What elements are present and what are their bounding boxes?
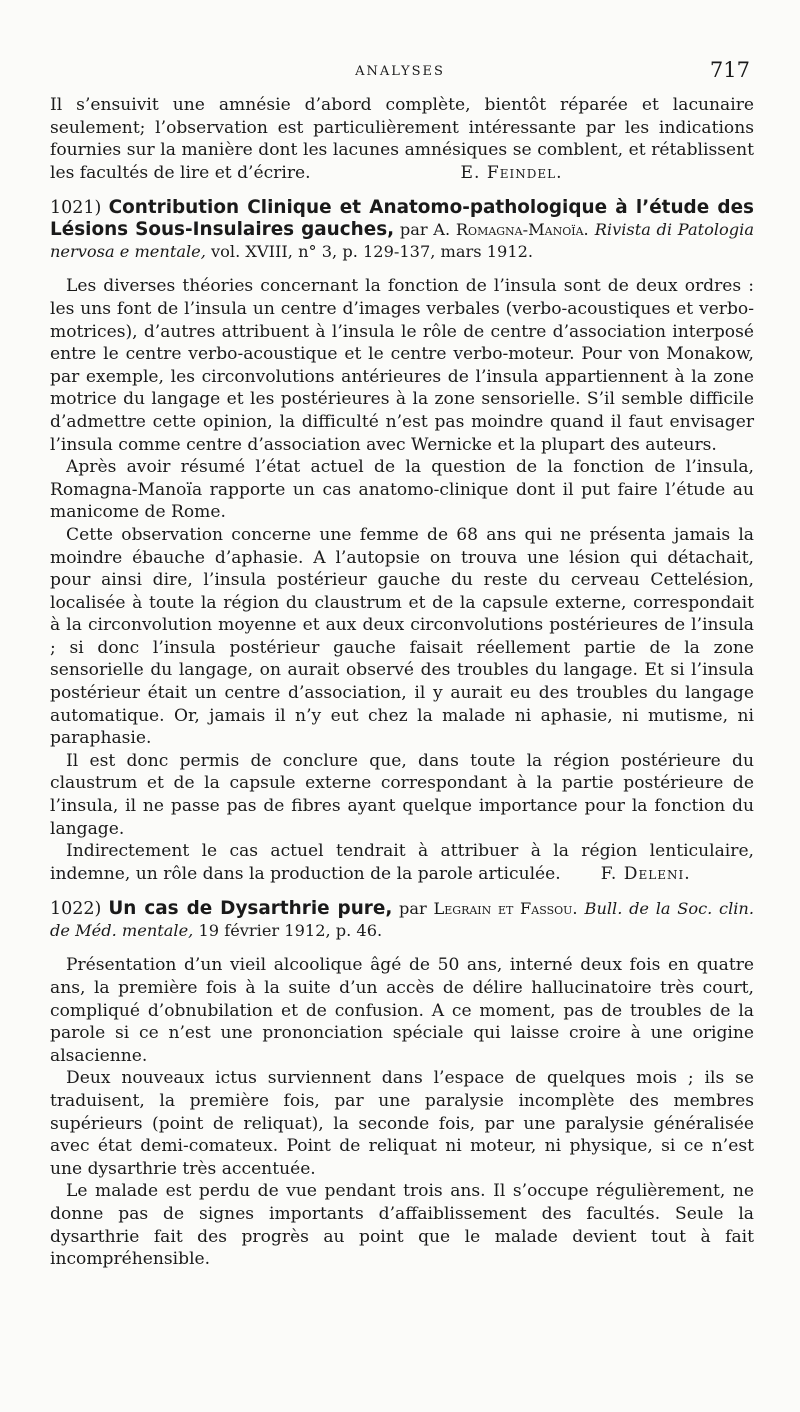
entry-1021-paragraph: Les diverses théories concernant la fonction de l’insula sont de deux ordres : les uns font de l’insula un centre d’images verbales (verbo-acoustiques et verbo-motrices), d’autres attribuent à l’insula le rôle de centre d’association interposé entre le centre verbo-acoustique et le centre verbo-moteur. Pour von Monakow, par exemple, les circonvolutions antérieures de l’insula appartiennent à la zone motrice du langage et les postérieures à la zone sensorielle. S’il semble difficile d’admettre cette opinion, la difficulté n’est pas moindre quand il faut envisager l’insula comme centre d’association avec Wernicke et la plupart des auteurs.	[50, 276, 754, 455]
entry-1021-details: vol. XVIII, n° 3, p. 129-137, mars 1912.	[205, 242, 534, 262]
page-body	[50, 94, 754, 1271]
intro-signature: E. Feindel.	[460, 162, 563, 183]
entry-1021-title: Contribution Clinique et Anatomo-pathologique à l’étude des Lésions Sous-Insulaires gauches,	[50, 197, 754, 241]
entry-1021-journal: Rivista di Patologia nervosa e mentale,	[50, 220, 754, 262]
entry-1021-author: Romagna-Manoïa.	[455, 220, 589, 240]
entry-1022-journal: Bull. de la Soc. clin. de Méd. mentale,	[50, 899, 754, 941]
page-number: 717	[709, 58, 750, 82]
entry-1021-by: par A.	[394, 220, 456, 240]
entry-1022	[50, 898, 754, 1270]
intro-paragraph: Il s’ensuivit une amnésie d’abord complète, bientôt réparée et lacunaire seulement; l’observation est particulièrement intéressante par les indications fournies sur la manière dont les lacunes amnésiques se comblent, et rétablissent les facultés de lire et d’écrire. E. Feindel.	[50, 95, 754, 183]
entry-1021-last-paragraph: Indirectement le cas actuel tendrait à attribuer à la région lenticulaire, indemne, un rôle dans la production de la parole articulée. F. Deleni.	[50, 841, 754, 884]
entry-1022-paragraph: Présentation d’un vieil alcoolique âgé de 50 ans, interné deux fois en quatre ans, la première fois à la suite d’un accès de délire hallucinatoire très court, compliqué d’obnubilation et de confusion. A ce moment, pas de troubles de la parole si ce n’est une prononciation spéciale qui laisse croire à une origine alsacienne.	[50, 955, 754, 1066]
entry-1021-paragraph: Il est donc permis de conclure que, dans toute la région postérieure du claustrum et de la capsule externe correspondant à la partie postérieure de l’insula, il ne passe pas de fibres ayant quelque importance pour la fonction du langage.	[50, 750, 754, 839]
entry-1021-paragraph: Après avoir résumé l’état actuel de la question de la fonction de l’insula, Romagna-Manoïa rapporte un cas anatomo-clinique dont il put faire l’étude au manicome de Rome.	[50, 457, 754, 523]
entry-1021	[50, 197, 754, 885]
entry-1022-paragraph: Deux nouveaux ictus surviennent dans l’espace de quelques mois ; ils se traduisent, la première fois, par une paralysie incomplète des membres supérieurs (point de reliquat), la seconde fois, par une paralysie généralisée avec état demi-comateux. Point de reliquat ni moteur, ni physique, si ce n’est une dysarthrie très accentuée.	[50, 1068, 754, 1179]
entry-1021-signature: F. Deleni.	[600, 863, 691, 884]
page-header	[0, 58, 800, 88]
entry-1021-body	[50, 275, 754, 885]
entry-1022-heading	[50, 898, 754, 942]
entry-1022-by: par	[392, 899, 434, 919]
entry-1022-authors: Legrain et Fassou.	[433, 899, 578, 919]
entry-1022-number: 1022)	[50, 899, 102, 920]
entry-1022-body	[50, 954, 754, 1270]
entry-1021-heading	[50, 197, 754, 263]
intro-section	[50, 94, 754, 184]
entry-1022-paragraph: Le malade est perdu de vue pendant trois ans. Il s’occupe régulièrement, ne donne pas de signes importants d’affaiblissement des facultés. Seule la dysarthrie fait des progrès au point que le malade devient tout à fait incompréhensible.	[50, 1181, 754, 1270]
entry-1022-title: Un cas de Dysarthrie pure,	[108, 898, 393, 920]
entry-1022-details: 19 février 1912, p. 46.	[193, 921, 383, 941]
entry-1021-number: 1021)	[50, 198, 102, 219]
running-head: ANALYSES	[355, 64, 445, 79]
entry-1021-paragraph: Cette observation concerne une femme de 68 ans qui ne présenta jamais la moindre ébauche d’aphasie. A l’autopsie on trouva une lésion qui détachait, pour ainsi dire, l’insula postérieur gauche du reste du cerveau Cettelésion, localisée à toute la région du claustrum et de la capsule externe, correspondait à la circonvolution moyenne et aux deux circonvolutions postérieures de l’insula ; si donc l’insula postérieur gauche faisait réellement partie de la zone sensorielle du langage, on aurait observé des troubles du langage. Et si l’insula postérieur était un centre d’association, il y aurait eu des troubles du langage automatique. Or, jamais il n’y eut chez la malade ni aphasie, ni mutisme, ni paraphasie.	[50, 524, 754, 749]
